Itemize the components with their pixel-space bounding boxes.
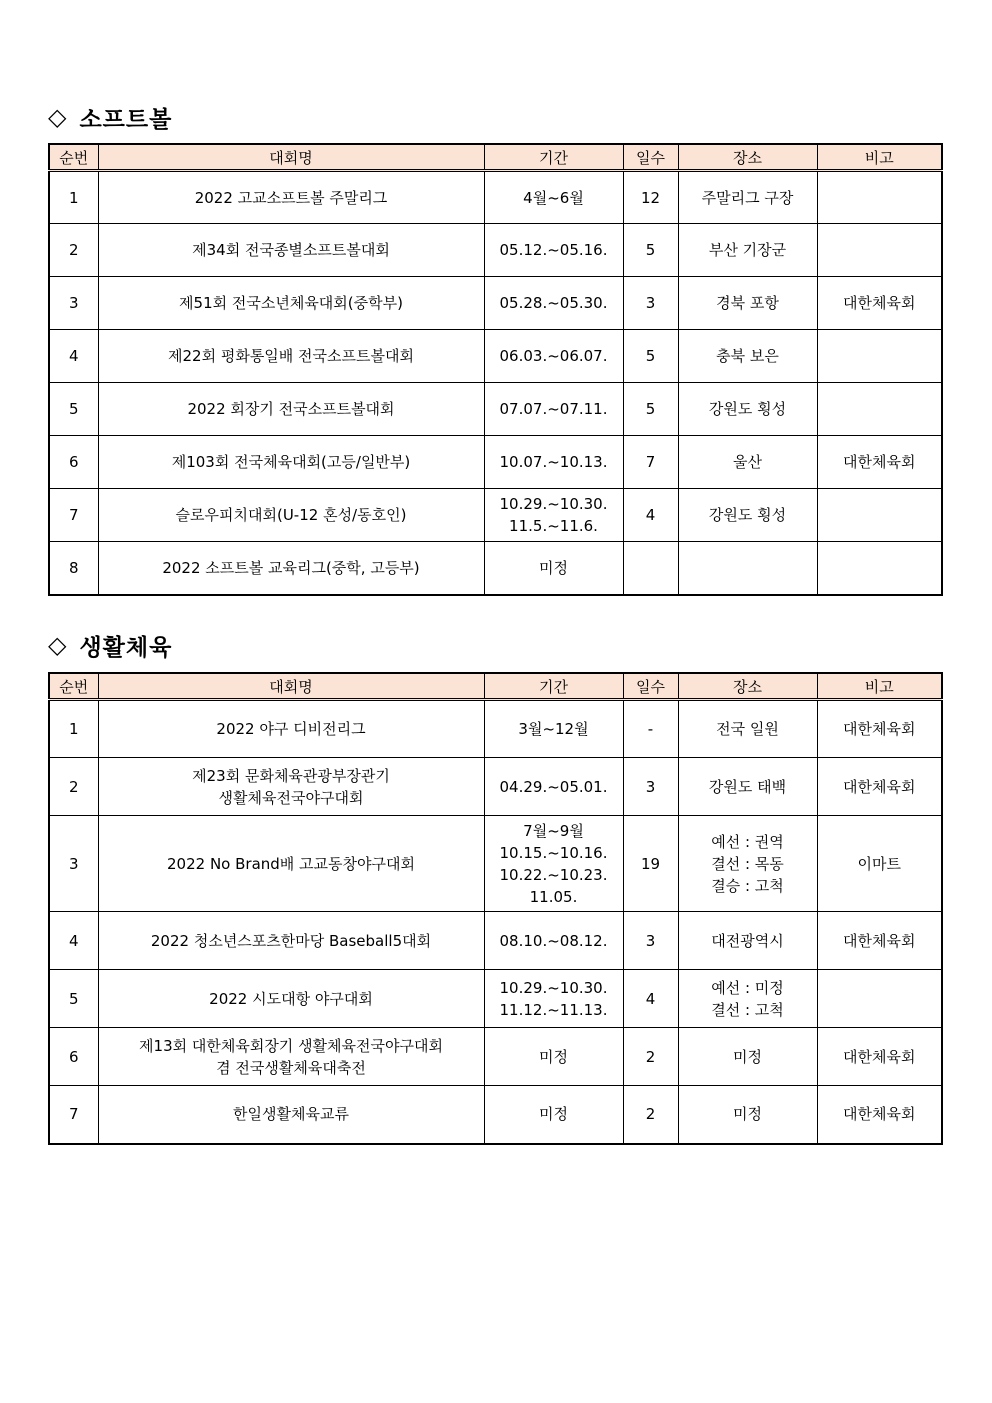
cell-name (98, 970, 484, 1028)
cell-name (98, 277, 484, 330)
cell-days: - (623, 700, 678, 758)
table-row (49, 700, 942, 758)
cell-place (678, 542, 817, 595)
cell-place-line: 미정 (733, 1047, 762, 1066)
cell-no: 1 (49, 171, 98, 224)
cell-period-line: 미정 (539, 1105, 568, 1124)
cell-place (678, 816, 817, 912)
cell-note: 대한체육회 (817, 700, 942, 758)
cell-name-line: 2022 청소년스포츠한마당 Baseball5대회 (150, 931, 432, 950)
cell-period-line: 08.10.~08.12. (499, 931, 608, 950)
cell-period (484, 758, 623, 816)
table-header-row (49, 673, 942, 700)
cell-period-line: 10.29.~10.30. (499, 978, 608, 997)
cell-note: 대한체육회 (817, 912, 942, 970)
cell-days: 12 (623, 171, 678, 224)
table-row (49, 224, 942, 277)
cell-period-line: 05.12.~05.16. (499, 241, 608, 259)
cell-days: 5 (623, 383, 678, 436)
cell-place-line: 결승 : 고척 (711, 876, 784, 895)
softball-table (48, 143, 943, 596)
cell-no: 2 (49, 224, 98, 277)
cell-note: 대한체육회 (817, 277, 942, 330)
cell-name-line: 2022 야구 디비전리그 (216, 720, 366, 738)
cell-name (98, 1028, 484, 1086)
cell-period (484, 171, 623, 224)
cell-days: 4 (623, 489, 678, 542)
cell-period-line: 04.29.~05.01. (499, 777, 608, 796)
cell-period-line: 3월~12월 (518, 720, 589, 738)
cell-name (98, 489, 484, 542)
cell-period-line: 11.05. (529, 887, 578, 906)
header-name: 대회명 (98, 144, 484, 171)
cell-period-line: 10.07.~10.13. (499, 453, 608, 471)
cell-note: 대한체육회 (817, 1086, 942, 1144)
cell-name (98, 758, 484, 816)
cell-place (678, 330, 817, 383)
cell-place-line: 강원도 횡성 (708, 400, 787, 418)
cell-period-line: 미정 (539, 1047, 568, 1066)
table-row (49, 970, 942, 1028)
cell-name (98, 700, 484, 758)
cell-name-line: 슬로우피치대회(U-12 혼성/동호인) (175, 506, 407, 524)
cell-no: 3 (49, 277, 98, 330)
cell-place (678, 970, 817, 1028)
cell-period-line: 10.22.~10.23. (499, 865, 608, 884)
header-days: 일수 (623, 144, 678, 171)
cell-place (678, 436, 817, 489)
cell-name-line: 2022 소프트볼 교육리그(중학, 고등부) (162, 558, 420, 577)
cell-name-line: 제23회 문화체육관광부장관기 (192, 766, 390, 785)
cell-period (484, 330, 623, 383)
cell-period (484, 224, 623, 277)
section-title-text: 소프트볼 (79, 106, 173, 133)
table-row (49, 171, 942, 224)
table-header-row (49, 144, 942, 171)
cell-name (98, 383, 484, 436)
cell-period (484, 1028, 623, 1086)
table-row (49, 1028, 942, 1086)
cell-name-line: 제51회 전국소년체육대회(중학부) (179, 294, 403, 312)
header-days: 일수 (623, 673, 678, 700)
cell-name (98, 542, 484, 595)
cell-note (817, 970, 942, 1028)
cell-period-line: 11.12.~11.13. (499, 1000, 608, 1019)
header-no: 순번 (49, 673, 98, 700)
cell-place (678, 1028, 817, 1086)
cell-name-line: 제22회 평화통일배 전국소프트볼대회 (168, 347, 414, 365)
diamond-icon: ◇ (48, 103, 68, 131)
cell-name-line: 제13회 대한체육회장기 생활체육전국야구대회 (139, 1036, 443, 1055)
cell-place-line: 주말리그 구장 (701, 188, 794, 207)
cell-no: 6 (49, 436, 98, 489)
table-row (49, 330, 942, 383)
header-place: 장소 (678, 144, 817, 171)
cell-note (817, 489, 942, 542)
cell-note (817, 171, 942, 224)
cell-note: 대한체육회 (817, 436, 942, 489)
cell-days: 5 (623, 224, 678, 277)
cell-place (678, 758, 817, 816)
cell-name-line: 생활체육전국야구대회 (218, 788, 364, 807)
header-period: 기간 (484, 144, 623, 171)
cell-place (678, 277, 817, 330)
cell-no: 5 (49, 970, 98, 1028)
cell-days: 2 (623, 1086, 678, 1144)
cell-name (98, 1086, 484, 1144)
cell-period (484, 383, 623, 436)
cell-place-line: 전국 일원 (716, 720, 779, 738)
cell-period (484, 970, 623, 1028)
cell-place (678, 489, 817, 542)
cell-period (484, 700, 623, 758)
cell-note: 대한체육회 (817, 758, 942, 816)
section-title-softball (48, 100, 172, 134)
cell-no: 4 (49, 330, 98, 383)
table-row (49, 489, 942, 542)
section-title-lifesports (48, 628, 172, 662)
cell-days: 19 (623, 816, 678, 912)
cell-period-line: 7월~9월 (523, 821, 584, 840)
cell-place-line: 대전광역시 (711, 931, 784, 950)
header-name: 대회명 (98, 673, 484, 700)
cell-period-line: 10.15.~10.16. (499, 843, 608, 862)
header-note: 비고 (817, 144, 942, 171)
cell-period-line: 07.07.~07.11. (499, 400, 608, 418)
cell-period-line: 4월~6월 (523, 188, 584, 207)
cell-name-line: 제34회 전국종별소프트볼대회 (192, 241, 390, 259)
cell-period (484, 542, 623, 595)
cell-period-line: 05.28.~05.30. (499, 294, 608, 312)
cell-no: 7 (49, 489, 98, 542)
cell-period (484, 436, 623, 489)
cell-days: 2 (623, 1028, 678, 1086)
cell-no: 3 (49, 816, 98, 912)
cell-name-line: 2022 고교소프트볼 주말리그 (194, 188, 388, 207)
cell-place-line: 미정 (733, 1105, 762, 1124)
cell-note: 대한체육회 (817, 1028, 942, 1086)
cell-no: 5 (49, 383, 98, 436)
diamond-icon: ◇ (48, 631, 68, 659)
cell-no: 2 (49, 758, 98, 816)
cell-name (98, 816, 484, 912)
cell-name-line: 겸 전국생활체육대축전 (216, 1058, 366, 1077)
cell-name-line: 제103회 전국체육대회(고등/일반부) (171, 453, 411, 471)
cell-no: 4 (49, 912, 98, 970)
table-row (49, 383, 942, 436)
table-row (49, 277, 942, 330)
cell-period (484, 1086, 623, 1144)
cell-place-line: 결선 : 고척 (711, 1000, 784, 1019)
cell-name-line: 한일생활체육교류 (233, 1105, 349, 1124)
cell-period-line: 10.29.~10.30. (499, 495, 608, 513)
header-place: 장소 (678, 673, 817, 700)
cell-note (817, 542, 942, 595)
cell-no: 8 (49, 542, 98, 595)
cell-days: 4 (623, 970, 678, 1028)
cell-name (98, 912, 484, 970)
cell-days: 3 (623, 277, 678, 330)
cell-place-line: 경북 포항 (716, 294, 779, 312)
cell-place (678, 1086, 817, 1144)
cell-place (678, 224, 817, 277)
cell-note: 이마트 (817, 816, 942, 912)
cell-note (817, 383, 942, 436)
cell-name (98, 330, 484, 383)
header-period: 기간 (484, 673, 623, 700)
cell-place (678, 912, 817, 970)
cell-period-line: 06.03.~06.07. (499, 347, 608, 365)
table-row (49, 816, 942, 912)
cell-days: 3 (623, 758, 678, 816)
header-note: 비고 (817, 673, 942, 700)
cell-period-line: 미정 (539, 558, 568, 577)
cell-place-line: 울산 (733, 453, 762, 471)
cell-period (484, 816, 623, 912)
cell-place-line: 결선 : 목동 (711, 854, 784, 873)
cell-place-line: 예선 : 미정 (711, 978, 784, 997)
section-title-text: 생활체육 (79, 634, 173, 661)
header-no: 순번 (49, 144, 98, 171)
cell-period-line: 11.5.~11.6. (509, 517, 598, 535)
cell-name (98, 171, 484, 224)
cell-days (623, 542, 678, 595)
cell-place-line: 충북 보은 (716, 347, 779, 365)
cell-place (678, 700, 817, 758)
table-row (49, 1086, 942, 1144)
cell-name-line: 2022 No Brand배 고교동창야구대회 (167, 854, 415, 873)
cell-place-line: 강원도 횡성 (708, 506, 787, 524)
cell-place-line: 예선 : 권역 (711, 832, 784, 851)
table-row (49, 758, 942, 816)
cell-name (98, 436, 484, 489)
cell-place-line: 부산 기장군 (708, 241, 787, 259)
cell-days: 3 (623, 912, 678, 970)
cell-name (98, 224, 484, 277)
cell-no: 1 (49, 700, 98, 758)
cell-note (817, 330, 942, 383)
cell-period (484, 277, 623, 330)
table-row (49, 912, 942, 970)
cell-place-line: 강원도 태백 (708, 777, 787, 796)
cell-no: 7 (49, 1086, 98, 1144)
table-row (49, 542, 942, 595)
cell-name-line: 2022 시도대항 야구대회 (209, 989, 373, 1008)
cell-no: 6 (49, 1028, 98, 1086)
cell-name-line: 2022 회장기 전국소프트볼대회 (187, 400, 395, 418)
cell-period (484, 489, 623, 542)
cell-place (678, 383, 817, 436)
lifesports-table (48, 672, 943, 1145)
table-row (49, 436, 942, 489)
cell-note (817, 224, 942, 277)
cell-place (678, 171, 817, 224)
cell-period (484, 912, 623, 970)
cell-days: 7 (623, 436, 678, 489)
cell-days: 5 (623, 330, 678, 383)
